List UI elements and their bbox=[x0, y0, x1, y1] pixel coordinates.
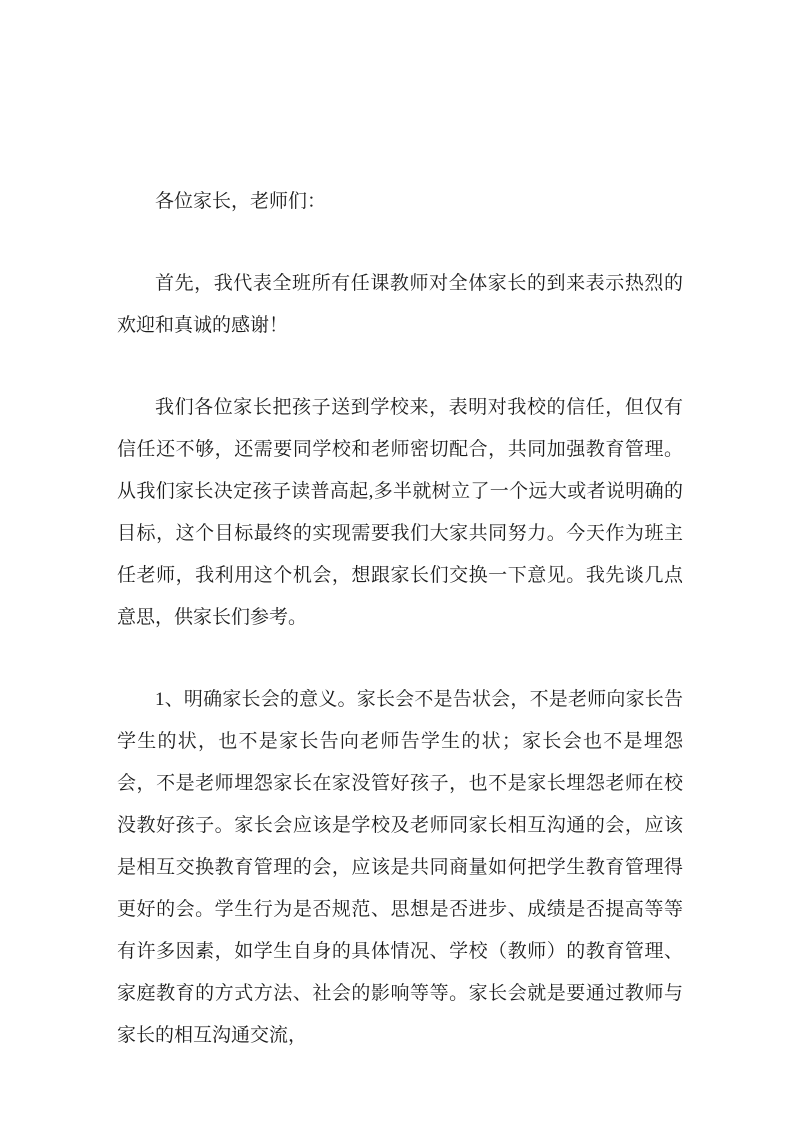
salutation-paragraph: 各位家长，老师们： bbox=[155, 191, 327, 212]
point-1-paragraph: 1、明确家长会的意义。家长会不是告状会，不是老师向家长告学生的状，也不是家长告向老师告学生的状；家长会也不是埋怨会，不是老师埋怨家长在家没管好孩子，也不是家长埋怨老师在校没教好孩子。家长会应该是学校及老师同家长相互沟通的会，应该是相互交换教育管理的会，应该是共同商量如何把学生教育管理得更好的会。学生行为是否规范、思想是否进步、成绩是否提高等等有许多因素，如学生自身的具体情况、学校（教师）的教育管理、家庭教育的方式方法、社会的影响等等。家长会就是要通过教师与家长的相互沟通交流， bbox=[117, 689, 683, 1046]
introduction-paragraph: 我们各位家长把孩子送到学校来，表明对我校的信任，但仅有信任还不够，还需要同学校和老师密切配合，共同加强教育管理。从我们家长决定孩子读普高起,多半就树立了一个远大或者说明确的目标，这个目标最终的实现需要我们大家共同努力。今天作为班主任老师，我利用这个机会，想跟家长们交换一下意见。我先谈几点意思，供家长们参考。 bbox=[117, 397, 683, 628]
greeting-paragraph: 首先，我代表全班所有任课教师对全体家长的到来表示热烈的欢迎和真诚的感谢！ bbox=[117, 273, 683, 336]
